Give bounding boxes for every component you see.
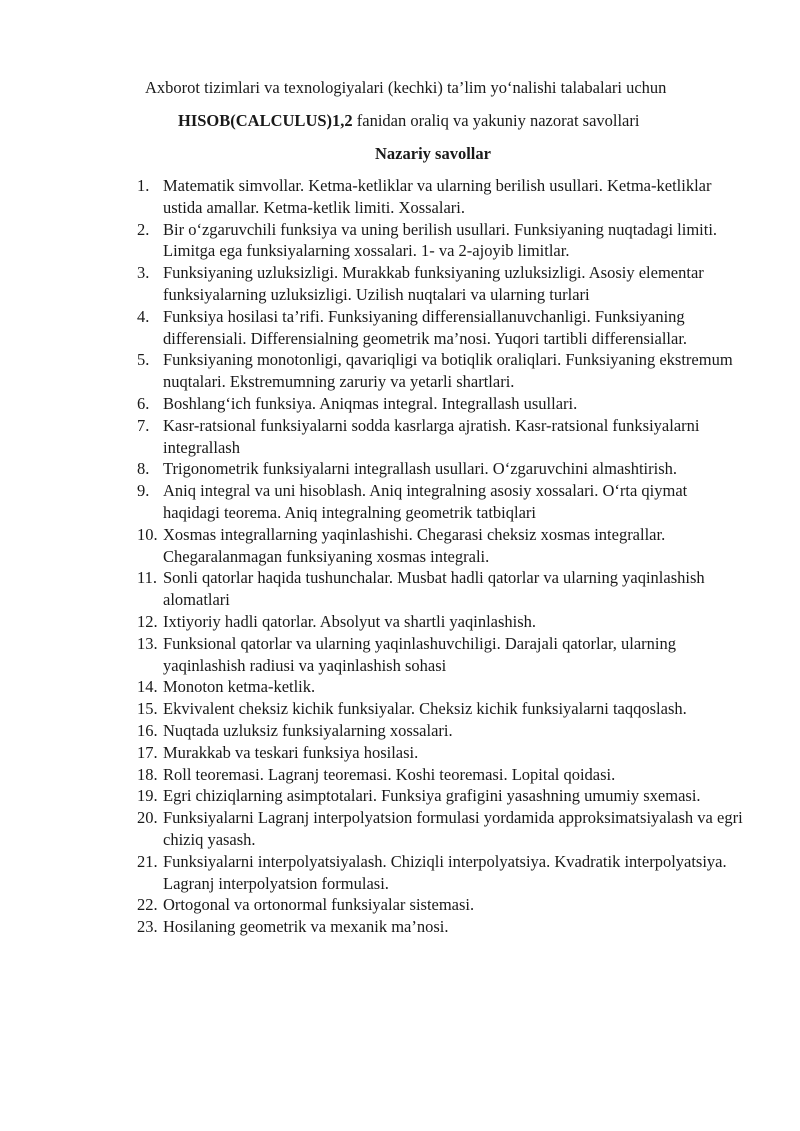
question-text: Ortogonal va ortonormal funksiyalar sistemasi. (163, 895, 475, 915)
question-item (137, 458, 747, 480)
question-item (137, 567, 747, 611)
question-text: Trigonometrik funksiyalarni integrallash usullari. O‘zgaruvchini almashtirish. (163, 459, 677, 479)
question-item (137, 851, 747, 895)
question-number: 13. (137, 633, 158, 653)
question-item (137, 742, 747, 764)
question-number: 12. (137, 611, 158, 631)
question-number: 11. (137, 568, 158, 588)
question-number: 18. (137, 764, 158, 784)
question-text: Aniq integral va uni hisoblash. Aniq integralning asosiy xossalari. O‘rta qiymat haqidagi teorema. Aniq integralning geometrik tatbiqlari (163, 481, 688, 522)
question-number: 20. (137, 808, 158, 828)
question-item (137, 764, 747, 786)
question-number: 23. (137, 917, 158, 937)
question-text: Bir o‘zgaruvchili funksiya va uning berilish usullari. Funksiyaning nuqtadagi limiti. Limitga ega funksiyalarning xossalari. 1- va 2-ajoyib limitlar. (163, 219, 718, 261)
subject-description: fanidan oraliq va yakuniy nazorat savollari (352, 111, 640, 130)
question-item (137, 480, 747, 524)
question-number: 8. (137, 459, 150, 479)
question-item (137, 393, 747, 415)
question-item (137, 262, 747, 306)
question-number: 5. (137, 350, 150, 370)
question-text: Funksiyaning monotonligi, qavariqligi va botiqlik oraliqlari. Funksiyaning ekstremum nuqtalari. Ekstremumning zaruriy va yetarli shartlari. (163, 350, 733, 392)
question-item (137, 415, 747, 459)
question-number: 16. (137, 720, 158, 740)
question-item (137, 916, 747, 938)
question-number: 1. (137, 176, 150, 195)
document-subject-title (0, 110, 800, 132)
question-number: 6. (137, 393, 150, 413)
question-text: Ekvivalent cheksiz kichik funksiyalar. Cheksiz kichik funksiyalarni taqqoslash. (163, 699, 687, 719)
question-text: Kasr-ratsional funksiyalarni sodda kasrlarga ajratish. Kasr-ratsional funksiyalarni integrallash (163, 415, 700, 457)
question-number: 3. (137, 263, 150, 283)
question-item (137, 175, 747, 219)
question-item (137, 676, 747, 698)
question-text: Sonli qatorlar haqida tushunchalar. Musbat hadli qatorlar va ularning yaqinlashish alomatlari (163, 568, 705, 610)
question-text: Nuqtada uzluksiz funksiyalarning xossalari. (163, 720, 453, 740)
question-text: Matematik simvollar. Ketma-ketliklar va ularning berilish usullari. Ketma-ketliklar ustida amallar. Ketma-ketlik limiti. Xossalari. (163, 176, 712, 217)
question-number: 14. (137, 677, 158, 697)
question-text: Murakkab va teskari funksiya hosilasi. (163, 742, 419, 762)
question-item (137, 524, 747, 568)
question-item (137, 306, 747, 350)
question-number: 22. (137, 895, 158, 915)
question-item (137, 633, 747, 677)
question-number: 15. (137, 699, 158, 719)
question-item (137, 219, 747, 263)
question-list (137, 175, 747, 938)
question-text: Funksional qatorlar va ularning yaqinlashuvchiligi. Darajali qatorlar, ularning yaqinlashish radiusi va yaqinlashish sohasi (163, 633, 676, 675)
question-text: Xosmas integrallarning yaqinlashishi. Chegarasi cheksiz xosmas integrallar. Chegaralanmagan funksiyaning xosmas integrali. (163, 524, 666, 566)
question-text: Funksiya hosilasi ta’rifi. Funksiyaning differensiallanuvchanligi. Funksiyaning differensiali. Differensialning geometrik ma’nosi. Yuqori tartibli differensiallar. (163, 306, 688, 348)
section-title: Nazariy savollar (375, 144, 491, 163)
question-number: 10. (137, 524, 158, 544)
question-text: Funksiyalarni Lagranj interpolyatsion formulasi yordamida approksimatsiyalash va egri chiziq yasash. (163, 808, 743, 849)
question-text: Hosilaning geometrik va mexanik ma’nosi. (163, 917, 449, 937)
question-text: Ixtiyoriy hadli qatorlar. Absolyut va shartli yaqinlashish. (163, 611, 537, 631)
question-number: 9. (137, 481, 150, 501)
question-number: 4. (137, 306, 150, 326)
question-item (137, 785, 747, 807)
question-text: Funksiyaning uzluksizligi. Murakkab funksiyaning uzluksizligi. Asosiy elementar funksiyalarning uzluksizligi. Uzilish nuqtalari va ularning turlari (163, 263, 704, 304)
question-number: 21. (137, 851, 158, 871)
question-item (137, 349, 747, 393)
question-item (137, 894, 747, 916)
question-number: 17. (137, 742, 158, 762)
question-number: 19. (137, 786, 158, 806)
subject-name: HISOB(CALCULUS)1,2 (178, 111, 353, 130)
question-text: Egri chiziqlarning asimptotalari. Funksiya grafigini yasashning umumiy sxemasi. (163, 786, 701, 806)
document-intro: Axborot tizimlari va texnologiyalari (kechki) ta’lim yo‘nalishi talabalari uchun (145, 78, 667, 97)
question-number: 2. (137, 219, 150, 239)
question-item (137, 807, 747, 851)
question-item (137, 720, 747, 742)
question-text: Roll teoremasi. Lagranj teoremasi. Koshi teoremasi. Lopital qoidasi. (163, 764, 616, 784)
question-number: 7. (137, 415, 150, 435)
question-text: Funksiyalarni interpolyatsiyalash. Chiziqli interpolyatsiya. Kvadratik interpolyatsiya. Lagranj interpolyatsion formulasi. (163, 851, 727, 893)
question-item (137, 611, 747, 633)
question-text: Monoton ketma-ketlik. (163, 677, 316, 697)
question-item (137, 698, 747, 720)
question-text: Boshlang‘ich funksiya. Aniqmas integral. Integrallash usullari. (163, 393, 578, 413)
